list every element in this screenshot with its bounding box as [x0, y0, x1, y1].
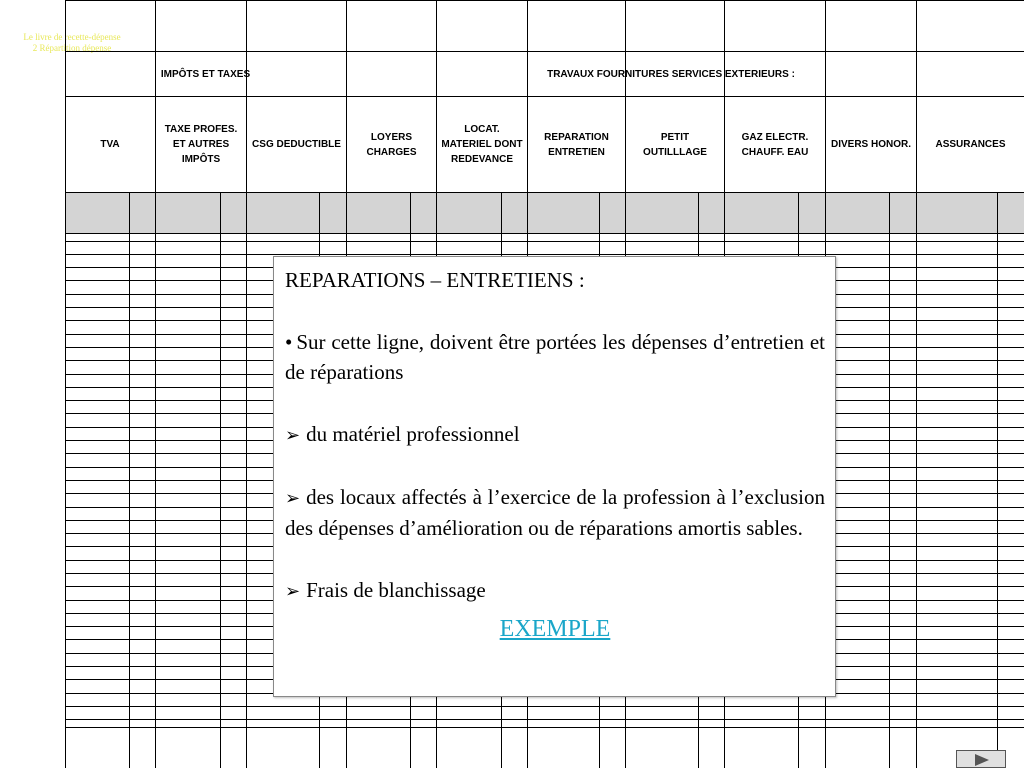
popup-bullet-text: Sur cette ligne, doivent être portées les dépenses d’entretien et de réparations	[285, 330, 825, 384]
header-taxe-profes: TAXE PROFES. ET AUTRES IMPÔTS	[164, 124, 238, 165]
explanation-popup	[273, 256, 836, 697]
header-group-travaux: TRAVAUX FOURNITURES SERVICES EXTERIEURS :	[547, 68, 795, 80]
arrow-bullet-icon: ➢	[285, 488, 301, 508]
bullet-icon: •	[285, 330, 293, 354]
popup-arrow-item-1	[285, 419, 825, 450]
corner-note-line-2: 2 Répartition dépense	[32, 43, 112, 53]
popup-bullet-paragraph	[285, 327, 825, 387]
header-tva: TVA	[100, 139, 120, 150]
arrow-bullet-icon: ➢	[285, 581, 301, 601]
header-gaz-electr: GAZ ELECTR. CHAUFF. EAU	[741, 131, 809, 158]
play-arrow-icon	[975, 754, 989, 766]
header-assurances: ASSURANCES	[935, 139, 1006, 150]
next-slide-button[interactable]	[956, 750, 1006, 768]
header-divers-honor: DIVERS HONOR.	[830, 139, 911, 150]
corner-note-line-1: Le livre de recette-dépense	[23, 32, 121, 42]
popup-arrow-item-2	[285, 482, 825, 543]
popup-arrow-text-2: des locaux affectés à l’exercice de la profession à l’exclusion des dépenses d’amélioration ou de réparations amortis sables.	[285, 485, 825, 540]
header-reparation-entretien: REPARATION ENTRETIEN	[544, 131, 609, 158]
shaded-band	[65, 193, 1024, 233]
arrow-bullet-icon: ➢	[285, 425, 301, 445]
popup-arrow-item-3	[285, 575, 825, 606]
popup-arrow-text-1: du matériel professionnel	[306, 422, 520, 446]
header-petit-outillage: PETIT OUTILLLAGE	[643, 131, 707, 158]
popup-arrow-text-3: Frais de blanchissage	[306, 578, 486, 602]
header-loyers-charges: LOYERS CHARGES	[366, 131, 417, 158]
example-link[interactable]: EXEMPLE	[499, 616, 611, 642]
header-csg-deductible: CSG DEDUCTIBLE	[252, 139, 341, 150]
header-locat-materiel: LOCAT. MATERIEL DONT REDEVANCE	[441, 124, 523, 165]
header-group-taxes: IMPÔTS ET TAXES	[160, 68, 251, 80]
popup-title: REPARATIONS – ENTRETIENS :	[285, 268, 585, 292]
